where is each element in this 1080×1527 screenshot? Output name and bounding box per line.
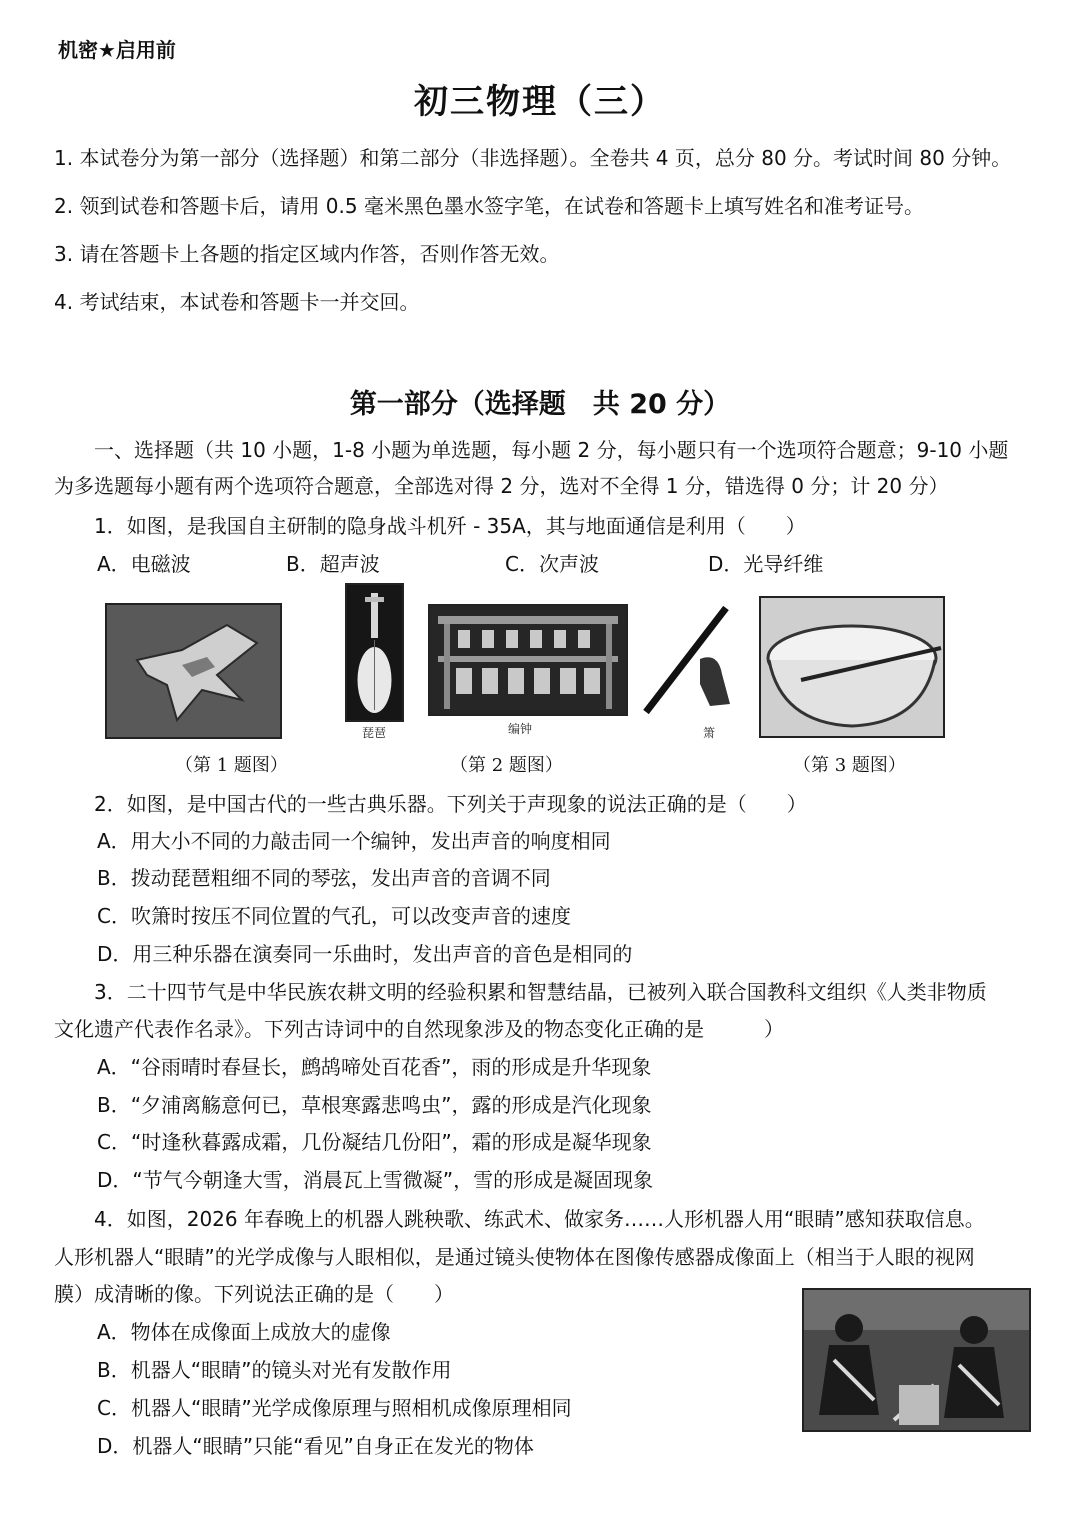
q3-stem-2: 文化遗产代表作名录》。下列古诗词中的自然现象涉及的物态变化正确的是 ） — [54, 1017, 784, 1041]
instruction-4: 4. 考试结束，本试卷和答题卡一并交回。 — [54, 290, 420, 314]
q1-option-c: C．次声波 — [505, 552, 599, 576]
q4-option-c: C．机器人“眼睛”光学成像原理与照相机成像原理相同 — [97, 1396, 572, 1420]
frost-bowl-photo — [759, 596, 945, 738]
fighter-jet-photo — [105, 603, 282, 739]
q3-stem-1: 3．二十四节气是中华民族农耕文明的经验积累和智慧结晶，已被列入联合国教科文组织《人类非物质 — [94, 980, 987, 1004]
figure-1-caption: （第 1 题图） — [175, 755, 288, 776]
q2-stem: 2．如图，是中国古代的一些古典乐器。下列关于声现象的说法正确的是（ ） — [94, 792, 807, 816]
q1-option-d: D．光导纤维 — [708, 552, 824, 576]
q1-stem: 1．如图，是我国自主研制的隐身战斗机歼 - 35A，其与地面通信是利用（ ） — [94, 514, 806, 538]
confidential-mark: 机密★启用前 — [58, 38, 176, 62]
q4-stem-2: 人形机器人“眼睛”的光学成像与人眼相似，是通过镜头使物体在图像传感器成像面上（相当于人眼的视网 — [54, 1245, 975, 1269]
q1-option-a: A．电磁波 — [97, 552, 191, 576]
figure-2-caption: （第 2 题图） — [450, 755, 563, 776]
xiao-photo — [640, 604, 735, 716]
pipa-photo — [345, 583, 404, 722]
q2-option-c: C．吹箫时按压不同位置的气孔，可以改变声音的速度 — [97, 904, 571, 928]
bianzhong-label: 编钟 — [508, 722, 533, 736]
bianzhong-photo — [428, 604, 628, 716]
q4-stem-1: 4．如图，2026 年春晚上的机器人跳秧歌、练武术、做家务……人形机器人用“眼睛”感知获取信息。 — [94, 1207, 985, 1231]
paper-title: 初三物理（三） — [414, 82, 666, 122]
pipa-label: 琵琶 — [362, 726, 387, 740]
q3-option-a: A．“谷雨晴时春昼长，鹧鸪啼处百花香”，雨的形成是升华现象 — [97, 1055, 652, 1079]
q4-option-d: D．机器人“眼睛”只能“看见”自身正在发光的物体 — [97, 1434, 534, 1458]
part1-intro-1: 一、选择题（共 10 小题，1-8 小题为单选题，每小题 2 分，每小题只有一个选项符合题意；9-10 小题 — [94, 438, 1009, 462]
q4-option-b: B．机器人“眼睛”的镜头对光有发散作用 — [97, 1358, 452, 1382]
figure-3-caption: （第 3 题图） — [793, 755, 906, 776]
q3-option-d: D．“节气今朝逢大雪，消晨瓦上雪微凝”，雪的形成是凝固现象 — [97, 1168, 654, 1192]
q2-option-a: A．用大小不同的力敲击同一个编钟，发出声音的响度相同 — [97, 829, 611, 853]
q2-option-b: B．拨动琵琶粗细不同的琴弦，发出声音的音调不同 — [97, 866, 551, 890]
part1-title: 第一部分（选择题 共 20 分） — [349, 389, 731, 420]
instruction-1: 1. 本试卷分为第一部分（选择题）和第二部分（非选择题）。全卷共 4 页，总分 80 分。考试时间 80 分钟。 — [54, 146, 1012, 170]
instruction-2: 2. 领到试卷和答题卡后，请用 0.5 毫米黑色墨水签字笔，在试卷和答题卡上填写姓名和准考证号。 — [54, 194, 924, 218]
q4-option-a: A．物体在成像面上成放大的虚像 — [97, 1320, 391, 1344]
q2-option-d: D．用三种乐器在演奏同一乐曲时，发出声音的音色是相同的 — [97, 942, 633, 966]
q3-option-b: B．“夕浦离觞意何已，草根寒露悲鸣虫”，露的形成是汽化现象 — [97, 1093, 652, 1117]
instruction-3: 3. 请在答题卡上各题的指定区域内作答，否则作答无效。 — [54, 242, 560, 266]
q3-option-c: C．“时逢秋暮露成霜，几份凝结几份阳”，霜的形成是凝华现象 — [97, 1130, 652, 1154]
part1-intro-2: 为多选题每小题有两个选项符合题意，全部选对得 2 分，选对不全得 1 分，错选得 0 分；计 20 分） — [54, 474, 949, 498]
xiao-label: 箫 — [703, 726, 716, 740]
robot-dance-photo — [802, 1288, 1031, 1432]
q4-stem-3: 膜）成清晰的像。下列说法正确的是（ ） — [54, 1282, 454, 1306]
q1-option-b: B．超声波 — [286, 552, 380, 576]
